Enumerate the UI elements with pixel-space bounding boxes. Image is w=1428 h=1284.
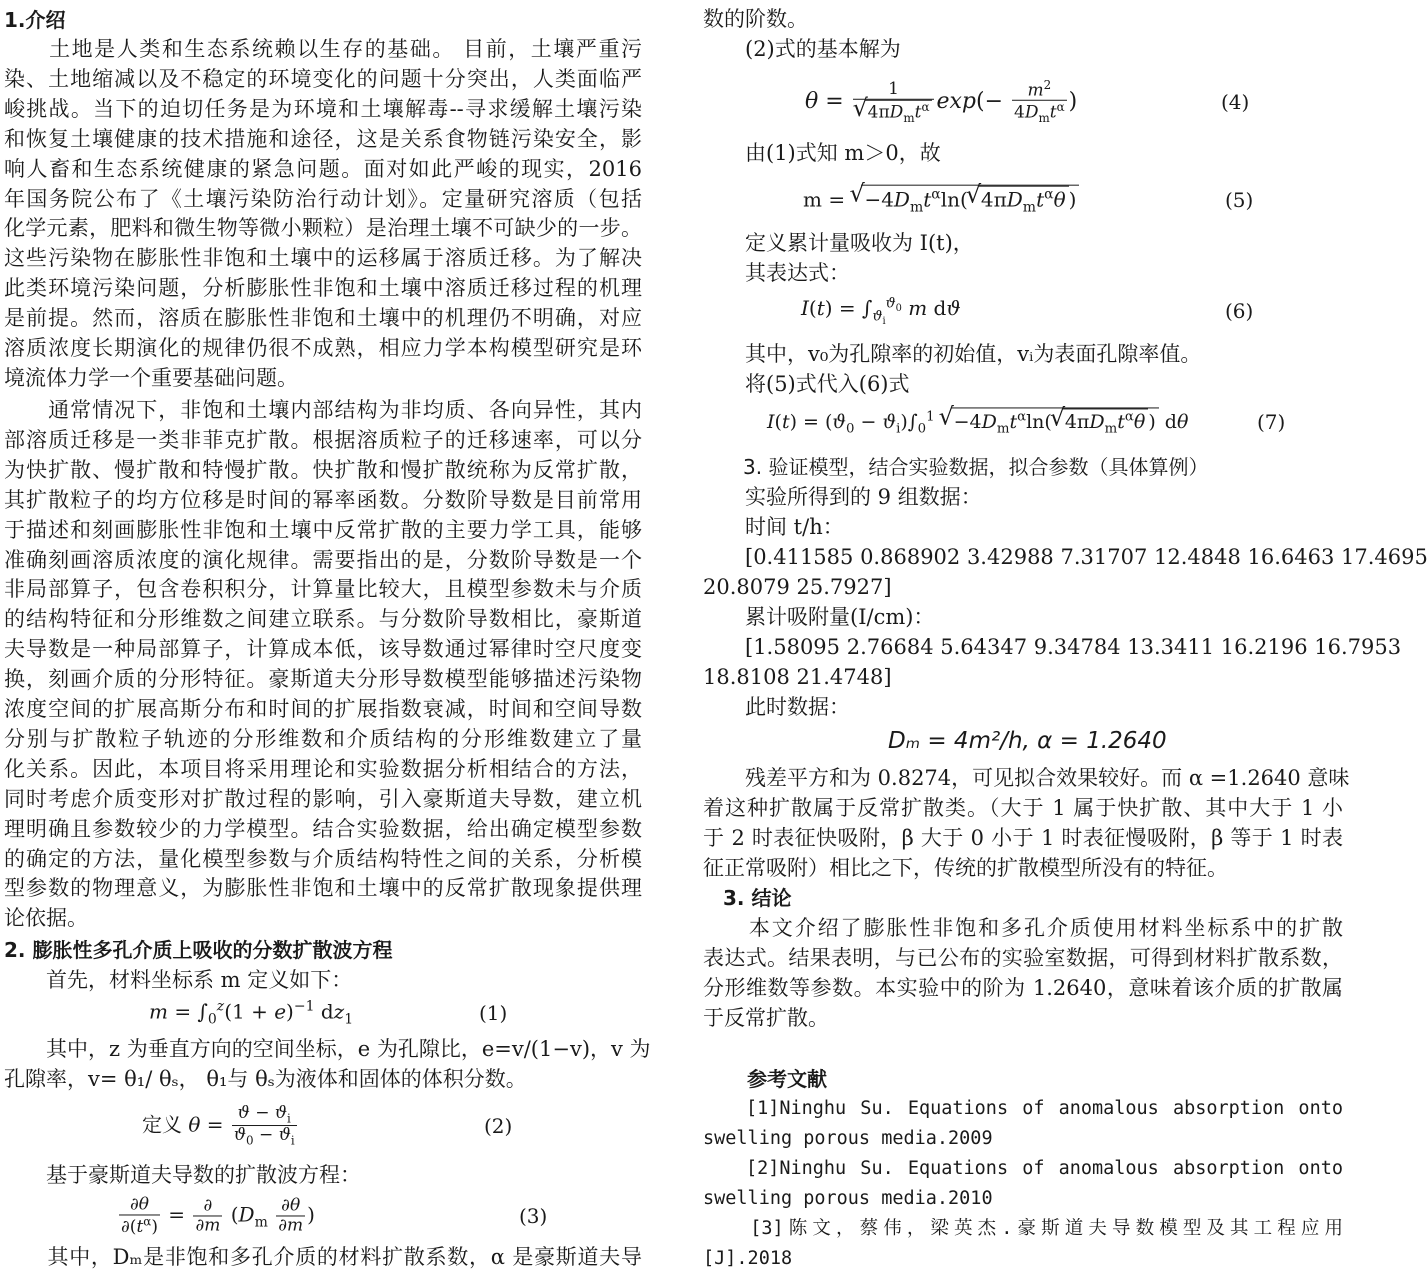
equation-7: $I(t) = (ϑ_0 - ϑ_i)\int_0^1$ √ $-4D_mt^\alpha\ln(√$ $4\pi D_mt^\alpha\theta$ ) dθ (7) [703, 394, 1343, 450]
text-line: 分形维数等参数。本实验中的阶为 1.2640，意味着该介质的扩散属 [703, 976, 1343, 1000]
text-line: 于 2 时表征快吸附，β 大于 0 小于 1 时表征慢吸附，β 等于 1 时表 [703, 826, 1343, 850]
text-line: 的结构特征和分形维数之间建立联系。与分数阶导数相比，豪斯道 [4, 607, 642, 632]
text-line: 于描述和刻画膨胀性非饱和土壤中反常扩散的主要力学工具，能够 [4, 517, 642, 542]
text-line: 准确刻画溶质浓度的演化规律。需要指出的是，分数阶导数是一个 [4, 547, 642, 572]
equation-5: m = √ $-4D_mt^\alpha\ln(√$ $4\pi D_mt^\alpha\theta$ ) (5) [703, 172, 1343, 228]
equation-1: $m = \int_0^z(1 + e)^{-1}$ $dz_1$ (1) [149, 998, 508, 1028]
text-line: 型参数的物理意义，为膨胀性非饱和土壤中的反常扩散现象提供理 [4, 876, 642, 901]
text-line: [J].2018 [703, 1248, 793, 1269]
text-line: 于反常扩散。 [703, 1006, 829, 1030]
text-line: 浓度空间的扩展高斯分布和时间的扩展指数衰减，时间和空间导数 [4, 697, 642, 721]
text-line: 20.8079 25.7927] [703, 575, 892, 599]
text-line: [1]Ninghu Su. Equations of anomalous absorption onto [703, 1098, 1343, 1119]
text-line: 分别与扩散粒子轨迹的分形维数和介质结构的分形维数建立了量 [4, 726, 642, 751]
references-heading: 参考文献 [747, 1067, 827, 1091]
diffusion-coefficient-note: 其中，Dₘ是非饱和多孔介质的材料扩散系数，α 是豪斯道夫导 [4, 1245, 642, 1269]
continuation-text: 数的阶数。 [703, 7, 808, 31]
current-data-label: 此时数据： [703, 695, 850, 719]
equation-7-number: (7) [1257, 410, 1286, 434]
text-line: [2]Ninghu Su. Equations of anomalous absorption onto [703, 1158, 1343, 1179]
equation-4: θ = 1 √ $4\pi D_mt^\alpha$ exp(− $\frac{m^2}{4D_mt^\alpha}$ ) (4) [703, 74, 1343, 130]
equation-5-number: (5) [1225, 188, 1254, 212]
wave-equation-intro: 基于豪斯道夫导数的扩散波方程： [4, 1163, 361, 1187]
text-line: 孔隙率，v= θ₁/ θₛ， θ₁与 θₛ为液体和固体的体积分数。 [4, 1067, 527, 1091]
porosity-note: 其中，v₀为孔隙率的初始值，vᵢ为表面孔隙率值。 [703, 342, 1202, 366]
equation-4-number: (4) [1221, 90, 1250, 114]
solution-intro: (2)式的基本解为 [703, 37, 901, 61]
text-line: 这些污染物在膨胀性非饱和土壤中的运移属于溶质迁移。为了解决 [4, 246, 642, 271]
equation-6-number: (6) [1225, 299, 1254, 323]
text-line: [0.411585 0.868902 3.42988 7.31707 12.4848 16.6463 17.4695 [703, 545, 1428, 569]
equation-2: 定义 θ = $\frac{ϑ - ϑ_i}{ϑ_0 - ϑ_i}$ (2) [142, 1103, 513, 1148]
text-line: 18.8108 21.4748] [703, 665, 892, 689]
text-line: 着这种扩散属于反常扩散类。（大于 1 属于快扩散、其中大于 1 小 [703, 796, 1343, 820]
time-label: 时间 t/h： [703, 515, 844, 539]
text-line: 通常情况下，非饱和土壤内部结构为非均质、各向异性，其内 [4, 398, 642, 422]
text-line: 溶质浓度长期演化的规律仍很不成熟，相应力学本构模型研究是环 [4, 336, 642, 360]
text-line: [3]陈文，蔡伟，梁英杰.豪斯道夫导数模型及其工程应用 [703, 1218, 1343, 1239]
equation-1-number: (1) [479, 1001, 508, 1025]
text-line: 和恢复土壤健康的技术措施和途径，这是关系食物链污染安全，影 [4, 126, 642, 151]
text-line: 为快扩散、慢扩散和特慢扩散。快扩散和慢扩散统称为反常扩散， [4, 457, 642, 482]
text-line: 其扩散粒子的均方位移是时间的幂率函数。分数阶导数是目前常用 [4, 487, 642, 512]
conclusion-heading: 3. 结论 [723, 886, 792, 910]
text-line: 土地是人类和生态系统赖以生存的基础。 目前，土壤严重污 [4, 37, 642, 61]
equation-3-number: (3) [519, 1204, 548, 1228]
section-2-heading: 2. 膨胀性多孔介质上吸收的分数扩散波方程 [4, 938, 393, 962]
text-line: 残差平方和为 0.8274，可见拟合效果较好。而 α =1.2640 意味 [703, 766, 1350, 790]
text-line: 是前提。然而，溶质在膨胀性非饱和土壤中的机理仍不明确，对应 [4, 306, 642, 331]
cumulative-definition: 定义累计量吸收为 I(t)， [703, 231, 974, 255]
text-line: [1.58095 2.76684 5.64347 9.34784 13.3411 16.2196 16.7953 [703, 635, 1402, 659]
text-line: 响人畜和生态系统健康的紧急问题。面对如此严峻的现实，2016 [4, 156, 642, 181]
text-line: 夫导数是一种局部算子，计算成本低，该导数通过幂律时空尺度变 [4, 637, 642, 662]
section-3-title: 3. 验证模型，结合实验数据，拟合参数（具体算例） [703, 455, 1209, 479]
text-line: 表达式。结果表明，与已公布的实验室数据，可得到材料扩散系数， [703, 946, 1343, 970]
expression-intro: 其表达式： [703, 261, 850, 285]
text-line: 部溶质迁移是一类非菲克扩散。根据溶质粒子的迁移速率，可以分 [4, 427, 642, 452]
text-line: 换，刻画介质的分形特征。豪斯道夫分形导数模型能够描述污染物 [4, 667, 642, 692]
text-line: 化关系。因此，本项目将采用理论和实验数据分析相结合的方法， [4, 756, 642, 781]
absorption-label: 累计吸附量(I/cm)： [703, 605, 935, 629]
text-line: 化学元素，肥料和微生物等微小颗粒）是治理土壤不可缺少的一步。 [4, 216, 642, 241]
from-equation-1: 由(1)式知 m＞0，故 [703, 141, 941, 165]
equation-3: $\frac{\partial\theta}{\partial(t^\alpha)}$ = $\frac{\partial}{\partial m}$ ($D_m$ $\frac{\partial\theta}{\partial m}$ ) (3) [121, 1194, 548, 1237]
text-line: 的确定的方法，量化模型参数与介质结构特性之间的关系，分析模 [4, 846, 642, 871]
text-line: 峻挑战。当下的迫切任务是为环境和土壤解毒--寻求缓解土壤污染 [4, 96, 642, 121]
equation-6: $I(t) = \int_{ϑ_i}^{ϑ_0}$ m dϑ (6) [801, 295, 1254, 327]
substitution-intro: 将(5)式代入(6)式 [703, 372, 910, 396]
text-line: swelling porous media.2010 [703, 1188, 993, 1209]
text-line: 本文介绍了膨胀性非饱和多孔介质使用材料坐标系中的扩散 [703, 916, 1343, 940]
fitted-parameters: Dₘ = 4m²/h, α = 1.2640 [888, 728, 1167, 754]
text-line: 理明确且参数较少的力学模型。结合实验数据，给出确定模型参数 [4, 816, 642, 841]
text-line: 征正常吸附）相比之下，传统的扩散模型所没有的特征。 [703, 856, 1228, 880]
text-line: 其中，z 为垂直方向的空间坐标，e 为孔隙比，e=v/(1−v)，v 为 [4, 1037, 651, 1061]
equation-2-prefix: 定义 [142, 1112, 182, 1137]
equation-2-number: (2) [484, 1114, 513, 1138]
text-line: swelling porous media.2009 [703, 1128, 993, 1149]
text-line: 此类环境污染问题，分析膨胀性非饱和土壤中溶质迁移过程的机理 [4, 276, 642, 301]
text-line: 同时考虑介质变形对扩散过程的影响，引入豪斯道夫导数，建立机 [4, 786, 642, 811]
text-line: 非局部算子，包含卷积积分，计算量比较大，且模型参数未与介质 [4, 577, 642, 602]
text-line: 染、土地缩减以及不稳定的环境变化的问题十分突出，人类面临严 [4, 66, 642, 91]
text-line: 论依据。 [4, 906, 88, 931]
section-1-heading: 1.介绍 [4, 8, 66, 32]
dataset-intro: 实验所得到的 9 组数据： [703, 485, 982, 509]
text-line: 境流体力学一个重要基础问题。 [4, 365, 298, 390]
text-line: 年国务院公布了《土壤污染防治行动计划》。定量研究溶质（包括 [4, 186, 642, 211]
coordinate-intro: 首先，材料坐标系 m 定义如下： [4, 968, 353, 992]
